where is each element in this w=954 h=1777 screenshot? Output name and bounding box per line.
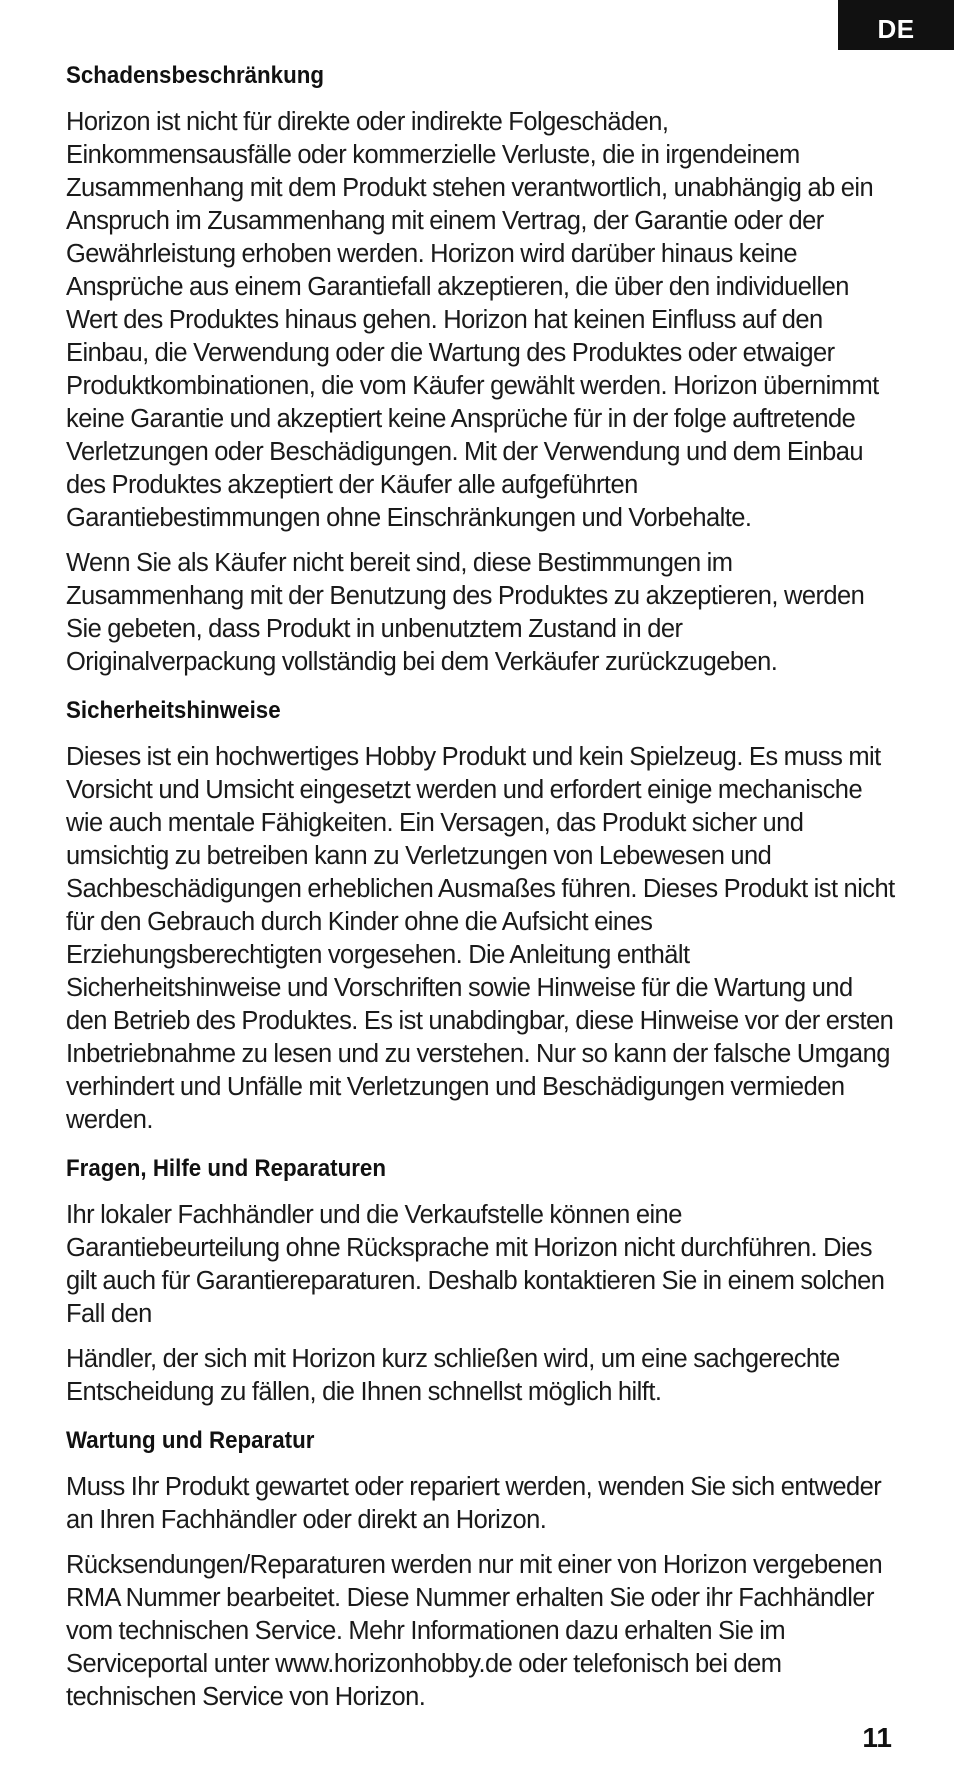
paragraph: Wenn Sie als Käufer nicht bereit sind, diese Bestimmungen im Zusammenhang mit der Benutzung des Produktes zu akzeptieren, werden Sie gebeten, dass Produkt in unbenutztem Zustand in der Originalverpackung vollständig bei dem Verkäufer zurückzugeben. bbox=[66, 549, 865, 676]
document-body bbox=[66, 56, 896, 1726]
paragraph: Horizon ist nicht für direkte oder indirekte Folgeschäden, Einkommensausfälle oder kommerzielle Verluste, die in irgendeinem Zusammenhang mit dem Produkt stehen verantwortlich, unabhängig ab ein Anspruch im Zusammenhang mit einem Vertrag, der Garantie oder der Gewährleistung erhoben werden. Horizon wird darüber hinaus keine Ansprüche aus einem Garantiefall akzeptieren, die über den individuellen Wert des Produktes hinaus gehen. Horizon hat keinen Einfluss auf den Einbau, die Verwendung oder die Wartung des Produktes oder etwaiger Produktkombinationen, die vom Käufer gewählt werden. Horizon übernimmt keine Garantie und akzeptiert keine Ansprüche für in der folge auftretende Verletzungen oder Beschädigungen. Mit der Verwendung und dem Einbau des Produktes akzeptiert der Käufer alle aufgeführten Garantiebestimmungen ohne Einschränkungen und Vorbehalte. bbox=[66, 108, 879, 532]
page-number: 11 bbox=[862, 1722, 892, 1753]
paragraph: Ihr lokaler Fachhändler und die Verkaufstelle können eine Garantiebeurteilung ohne Rücksprache mit Horizon nicht durchführen. Dies gilt auch für Garantiereparaturen. Deshalb kontaktieren Sie in einem solchen Fall den bbox=[66, 1201, 885, 1328]
paragraph: Muss Ihr Produkt gewartet oder repariert werden, wenden Sie sich entweder an Ihren Fachhändler oder direkt an Horizon. bbox=[66, 1473, 882, 1534]
paragraph: Händler, der sich mit Horizon kurz schließen wird, um eine sachgerechte Entscheidung zu fällen, die Ihnen schnellst möglich hilft. bbox=[66, 1345, 840, 1406]
section-heading: Schadensbeschränkung bbox=[66, 62, 325, 89]
section-heading: Wartung und Reparatur bbox=[66, 1427, 315, 1454]
section-heading: Fragen, Hilfe und Reparaturen bbox=[66, 1155, 386, 1182]
section-fragen-hilfe bbox=[66, 1149, 896, 1409]
language-tab: DE bbox=[838, 0, 954, 50]
section-wartung-reparatur bbox=[66, 1421, 896, 1714]
paragraph: Dieses ist ein hochwertiges Hobby Produkt und kein Spielzeug. Es muss mit Vorsicht und Umsicht eingesetzt werden und erfordert einige mechanische wie auch mentale Fähigkeiten. Ein Versagen, das Produkt sicher und umsichtig zu betreiben kann zu Verletzungen von Lebewesen und Sachbeschädigungen erheblichen Ausmaßes führen. Dieses Produkt ist nicht für den Gebrauch durch Kinder ohne die Aufsicht eines Erziehungsberechtigten vorgesehen. Die Anleitung enthält Sicherheitshinweise und Vorschriften sowie Hinweise für die Wartung und den Betrieb des Produktes. Es ist unabdingbar, diese Hinweise vor der ersten Inbetriebnahme zu lesen und zu verstehen. Nur so kann der falsche Umgang verhindert und Unfälle mit Verletzungen und Beschädigungen vermieden werden. bbox=[66, 743, 895, 1134]
paragraph: Rücksendungen/Reparaturen werden nur mit einer von Horizon vergebenen RMA Nummer bearbeitet. Diese Nummer erhalten Sie oder ihr Fachhändler vom technischen Service. Mehr Informationen dazu erhalten Sie im Serviceportal unter www.horizonhobby.de oder telefonisch bei dem technischen Service von Horizon. bbox=[66, 1551, 883, 1711]
section-schadensbeschraenkung bbox=[66, 56, 896, 679]
section-heading: Sicherheitshinweise bbox=[66, 697, 281, 724]
section-sicherheitshinweise bbox=[66, 691, 896, 1137]
